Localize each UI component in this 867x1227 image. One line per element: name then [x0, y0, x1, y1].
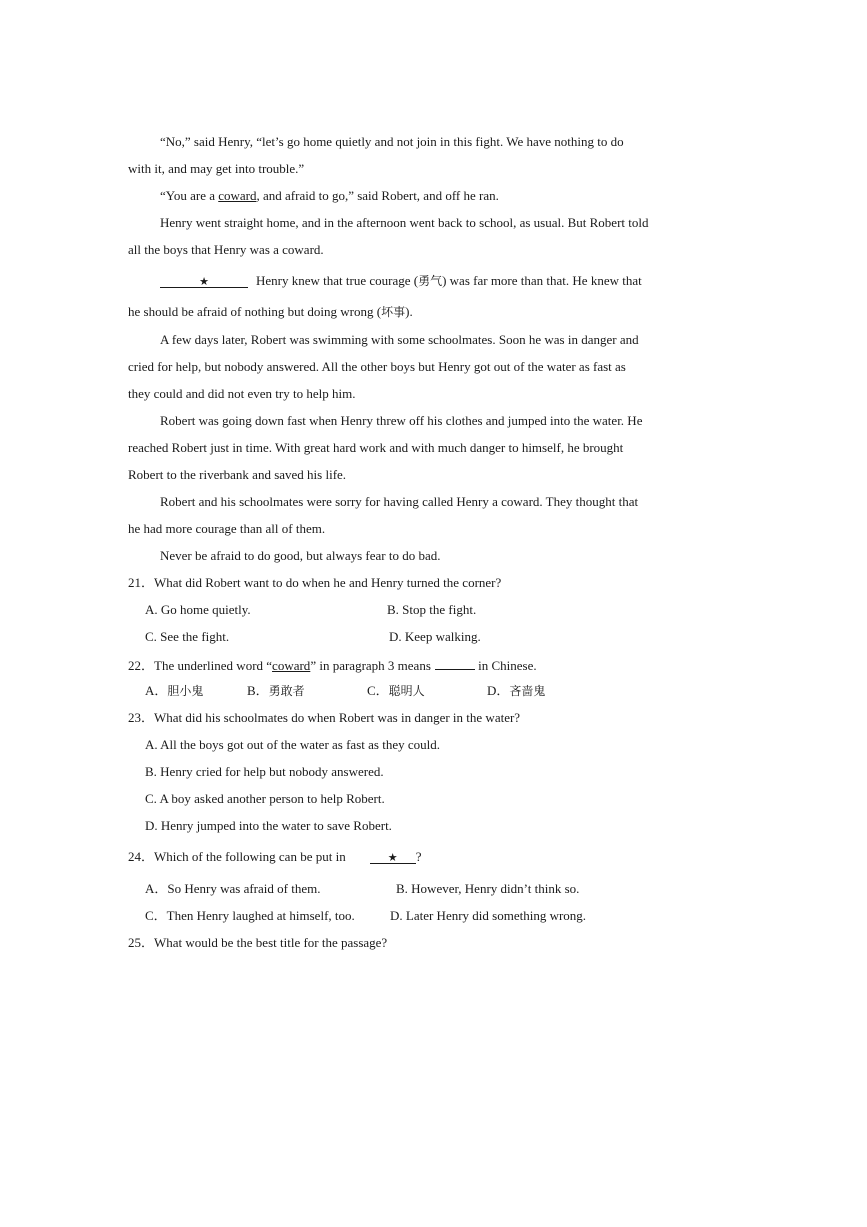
question-24-option-b[interactable]: B. However, Henry didn’t think so. — [396, 881, 580, 896]
q22-b-text: 勇敢者 — [268, 684, 305, 698]
star-icon: ★ — [199, 275, 209, 288]
star-blank — [160, 274, 248, 288]
q24-stem-tail: ? — [415, 849, 422, 864]
question-23-option-c[interactable]: C. A boy asked another person to help Robert. — [145, 791, 385, 806]
passage-p7-line2: he had more courage than all of them. — [128, 521, 326, 536]
q22-underlined-word: coward — [272, 658, 311, 673]
question-21-stem: 21．What did Robert want to do when he and Henry turned the corner? — [128, 575, 502, 590]
question-21-option-a[interactable]: A. Go home quietly. — [145, 602, 251, 617]
question-23-option-d[interactable]: D. Henry jumped into the water to save Robert. — [145, 818, 392, 833]
question-22-stem — [128, 656, 537, 674]
q22-c-label: C． — [367, 683, 389, 698]
passage-p1-line1: “No,” said Henry, “let’s go home quietly and not join in this fight. We have nothing to do — [160, 134, 624, 149]
passage-p6-line2: reached Robert just in time. With great hard work and with much danger to himself, he brought — [128, 440, 624, 455]
passage-p1-line2: with it, and may get into trouble.” — [128, 161, 305, 176]
p4-line2-b: ). — [405, 304, 413, 319]
passage-p5-line3: they could and did not even try to help him. — [128, 386, 356, 401]
question-22-option-d[interactable] — [487, 683, 545, 699]
q22-stem-post: ” in paragraph 3 means — [310, 658, 431, 673]
star-icon: ★ — [387, 851, 398, 864]
q24-stem-text: 24．Which of the following can be put in — [128, 849, 346, 864]
passage-p5-line1: A few days later, Robert was swimming with some schoolmates. Soon he was in danger and — [160, 332, 639, 347]
q22-d-label: D． — [487, 683, 510, 698]
passage-p3-line1: Henry went straight home, and in the afternoon went back to school, as usual. But Robert told — [160, 215, 649, 230]
question-22-option-c[interactable] — [367, 683, 425, 699]
p4-line1-b: ) was far more than that. He knew that — [442, 273, 642, 288]
q22-b-label: B． — [247, 683, 269, 698]
question-21-option-d[interactable]: D. Keep walking. — [389, 629, 481, 644]
q22-a-label: A． — [145, 683, 168, 698]
question-23-option-b[interactable]: B. Henry cried for help but nobody answered. — [145, 764, 384, 779]
question-24-option-d[interactable]: D. Later Henry did something wrong. — [390, 908, 587, 923]
p4-cjk-wrong: 坏事 — [381, 305, 406, 319]
question-23-option-a[interactable]: A. All the boys got out of the water as fast as they could. — [145, 737, 440, 752]
question-21-option-b[interactable]: B. Stop the fight. — [387, 602, 477, 617]
passage-p6-line3: Robert to the riverbank and saved his life. — [128, 467, 347, 482]
question-22-option-a[interactable] — [145, 683, 203, 699]
passage-p4-line2 — [128, 304, 413, 320]
passage-p6-line1: Robert was going down fast when Henry threw off his clothes and jumped into the water. He — [160, 413, 643, 428]
question-25-stem: 25．What would be the best title for the passage? — [128, 935, 388, 950]
p4-line2-a: he should be afraid of nothing but doing wrong ( — [128, 304, 382, 319]
passage-p4-line1 — [160, 273, 642, 289]
question-24-option-a[interactable]: A．So Henry was afraid of them. — [145, 881, 321, 896]
q24-star-blank — [370, 850, 416, 864]
question-24-option-c[interactable]: C．Then Henry laughed at himself, too. — [145, 908, 355, 923]
q22-d-text: 吝啬鬼 — [509, 684, 546, 698]
passage-p7-line1: Robert and his schoolmates were sorry for having called Henry a coward. They thought that — [160, 494, 639, 509]
question-22-option-b[interactable] — [247, 683, 305, 699]
passage-p3-line2: all the boys that Henry was a coward. — [128, 242, 324, 257]
underlined-word-coward: coward — [218, 188, 257, 203]
q22-stem-pre: 22．The underlined word “ — [128, 658, 273, 673]
passage-p5-line2: cried for help, but nobody answered. All the other boys but Henry got out of the water as fast as — [128, 359, 626, 374]
q22-answer-blank — [435, 656, 475, 670]
q22-c-text: 聪明人 — [388, 684, 425, 698]
question-24-stem — [128, 849, 421, 865]
passage-p8-line1: Never be afraid to do good, but always fear to do bad. — [160, 548, 441, 563]
q22-stem-tail: in Chinese. — [474, 658, 537, 673]
question-23-stem: 23．What did his schoolmates do when Robert was in danger in the water? — [128, 710, 521, 725]
p4-cjk-courage: 勇气 — [418, 274, 443, 288]
passage-p2 — [160, 188, 499, 204]
p2-post: , and afraid to go,” said Robert, and off he ran. — [256, 188, 499, 203]
q22-a-text: 胆小鬼 — [167, 684, 204, 698]
p4-line1-a: Henry knew that true courage ( — [256, 273, 419, 288]
question-21-option-c[interactable]: C. See the fight. — [145, 629, 230, 644]
p2-pre: “You are a — [160, 188, 219, 203]
